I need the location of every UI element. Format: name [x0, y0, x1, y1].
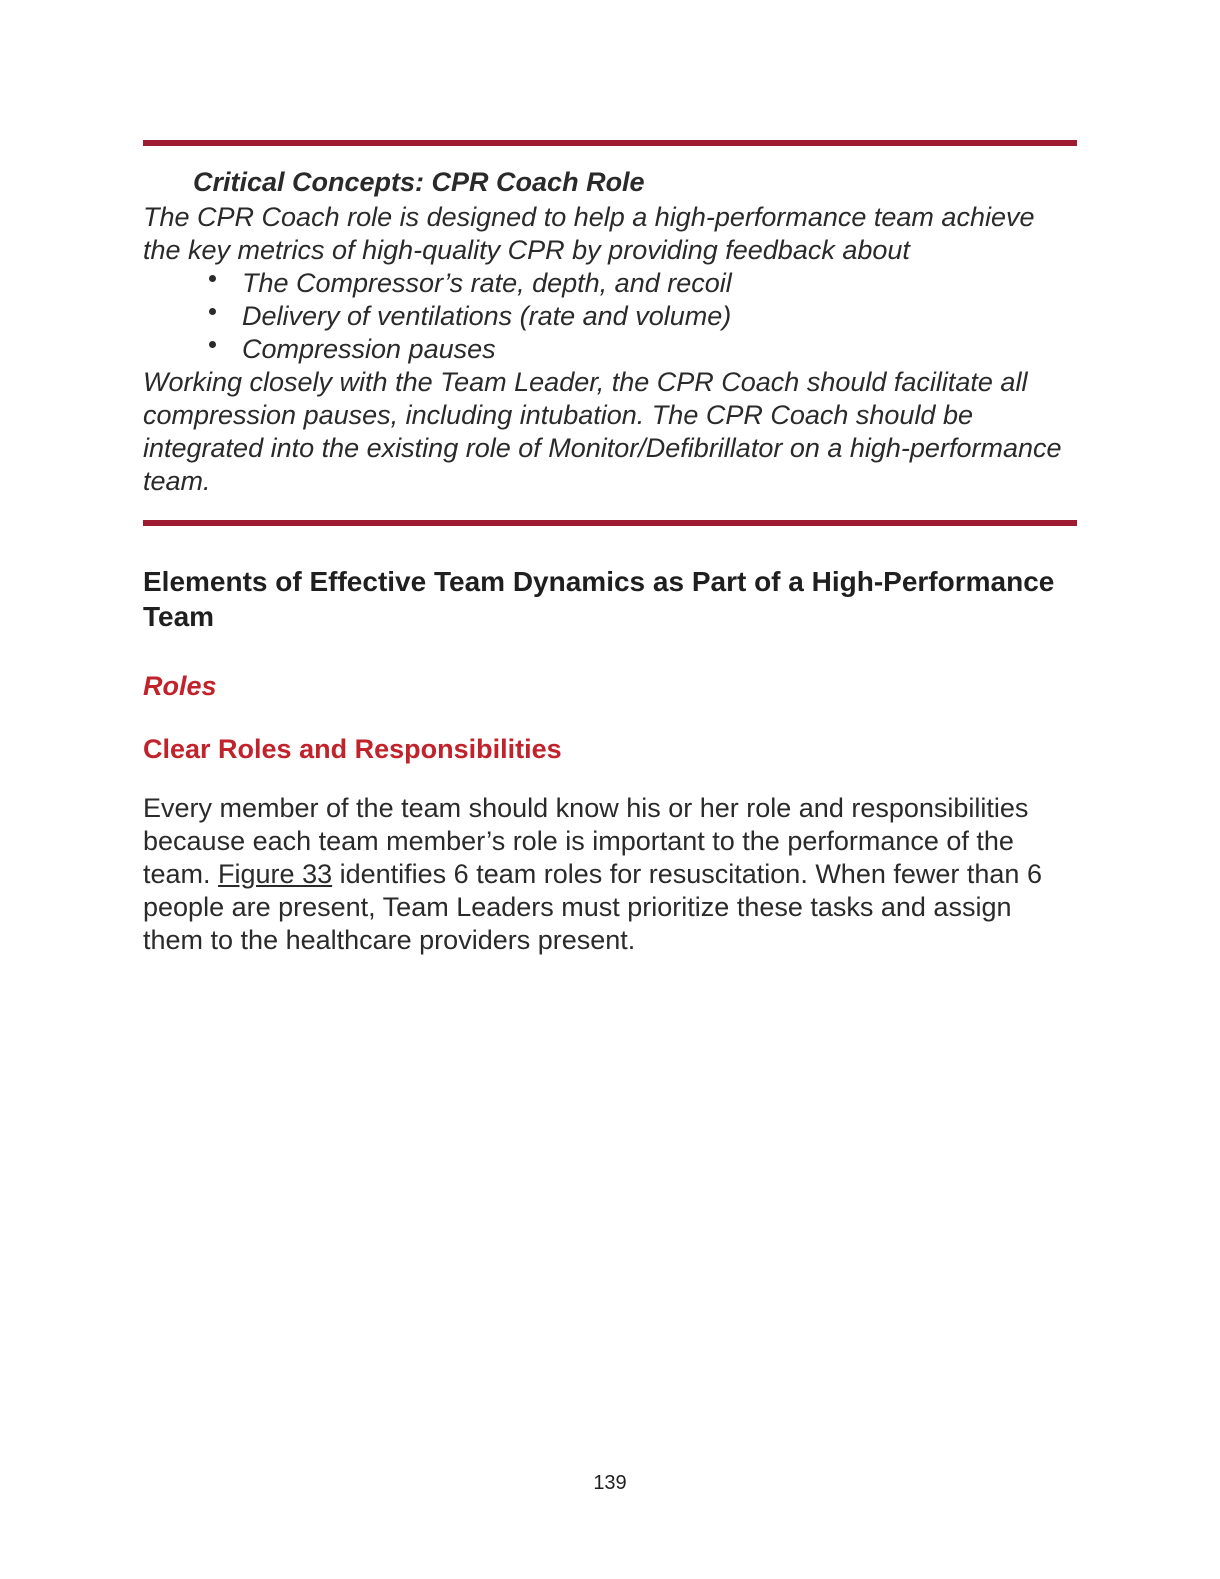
- bullet-text: Compression pauses: [242, 334, 496, 364]
- critical-concepts-outro: Working closely with the Team Leader, the CPR Coach should facilitate all compression pauses, including intubation. The CPR Coach should be integrated into the existing role of Monitor/Defibrillator on a high-performance team.: [143, 367, 1062, 496]
- critical-concepts-intro: The CPR Coach role is designed to help a high-performance team achieve the key metrics of high-quality CPR by providing feedback about: [143, 202, 1035, 265]
- bullet-text: Delivery of ventilations (rate and volume): [242, 301, 732, 331]
- body-paragraph: [143, 792, 1077, 957]
- bullet-icon: [209, 341, 216, 348]
- list-item: [209, 333, 1077, 366]
- section-heading-team-dynamics: Elements of Effective Team Dynamics as Part of a High-Performance Team: [143, 566, 1055, 632]
- list-item: [209, 300, 1077, 333]
- page-number: 139: [593, 1472, 627, 1494]
- critical-concepts-title: Critical Concepts: CPR Coach Role: [193, 167, 645, 197]
- bullet-icon: [209, 275, 216, 282]
- bullet-icon: [209, 308, 216, 315]
- bottom-rule: [143, 520, 1077, 526]
- content-column: [143, 140, 1077, 957]
- critical-concepts-bullet-list: [143, 267, 1077, 366]
- figure-33-link[interactable]: Figure 33: [218, 859, 333, 889]
- paragraph-text-before-link: Every member of the team should know his or her role and responsibilities because each team member’s role is important to the performance of the team.: [143, 793, 1029, 889]
- paragraph-text-after-link: identifies 6 team roles for resuscitation. When fewer than 6 people are present, Team Leaders must prioritize these tasks and assign them to the healthcare providers present.: [143, 859, 1042, 955]
- list-item: [209, 267, 1077, 300]
- subheading-roles: Roles: [143, 671, 217, 701]
- bullet-text: The Compressor’s rate, depth, and recoil: [242, 268, 732, 298]
- subheading-clear-roles: Clear Roles and Responsibilities: [143, 734, 562, 764]
- critical-concepts-block: [143, 146, 1077, 520]
